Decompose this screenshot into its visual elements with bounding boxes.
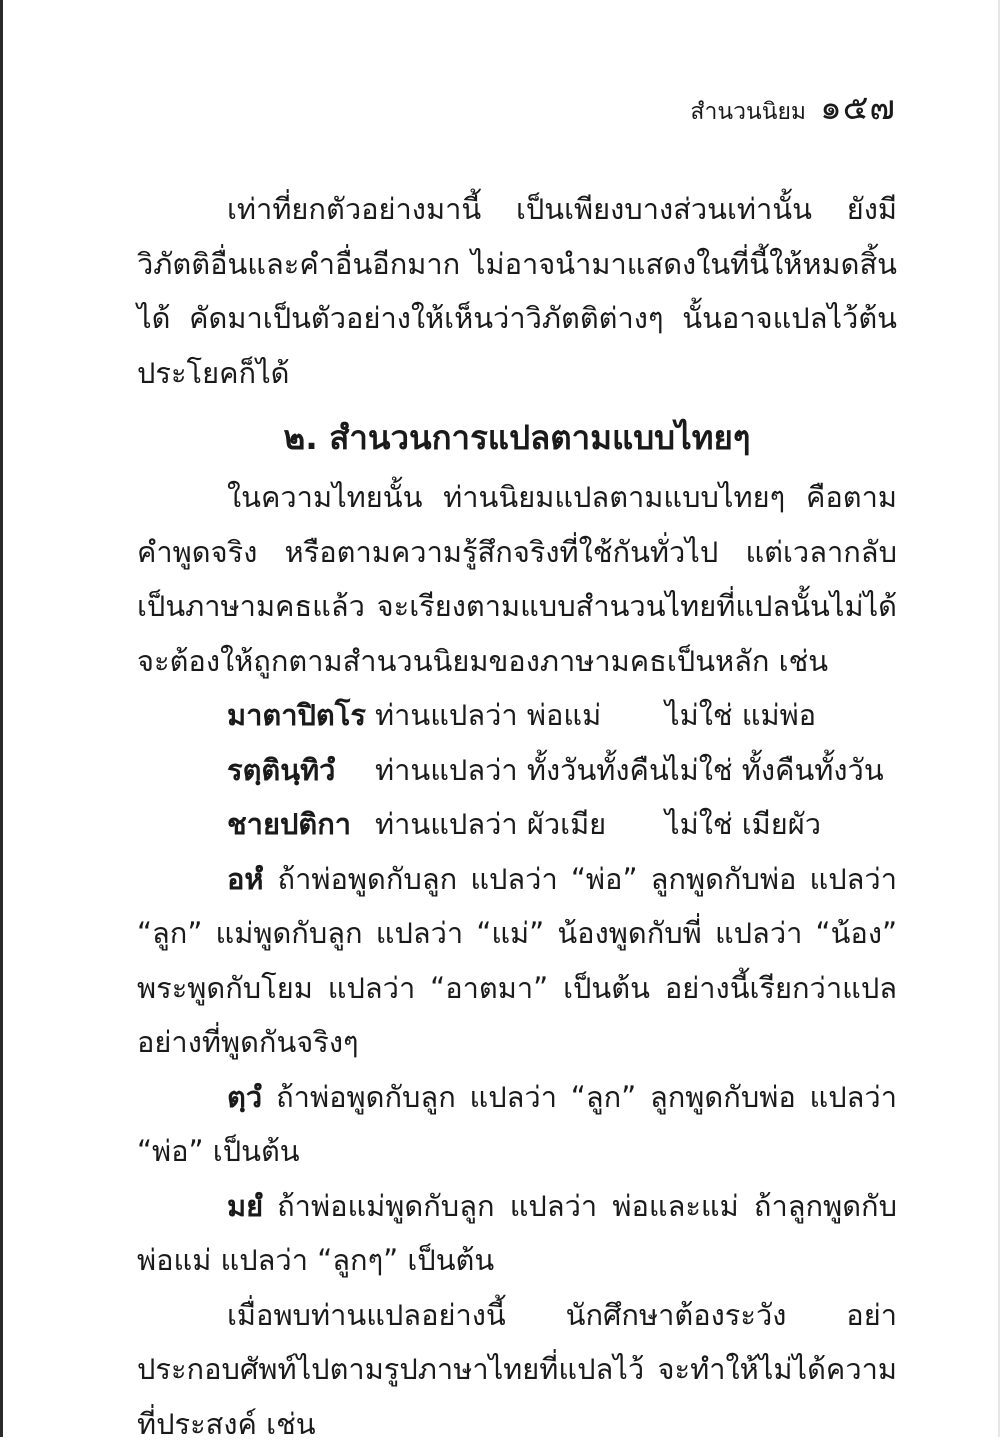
pronoun-paragraph-tvam bbox=[137, 1070, 897, 1179]
example-row bbox=[137, 688, 897, 743]
section-heading: ๒. สำนวนการแปลตามแบบไทยๆ bbox=[137, 408, 897, 468]
example-not: ไม่ใช่ แม่พ่อ bbox=[665, 688, 816, 743]
pronoun-paragraph-aham bbox=[137, 852, 897, 1070]
example-not: ไม่ใช่ เมียผัว bbox=[665, 797, 821, 852]
running-header bbox=[690, 80, 896, 134]
page-body bbox=[137, 182, 897, 1451]
pronoun-term: อหํ bbox=[227, 862, 264, 896]
example-term: มาตาปิตโร bbox=[227, 688, 375, 743]
closing-paragraph: เมื่อพบท่านแปลอย่างนี้ นักศึกษาต้องระวัง อย่าประกอบศัพท์ไปตามรูปภาษาไทยที่แปลไว้ จะทำให้ไม่ได้ความที่ประสงค์ เช่น bbox=[137, 1288, 897, 1451]
pronoun-text: ถ้าพ่อแม่พูดกับลูก แปลว่า พ่อและแม่ ถ้าลูกพูดกับพ่อแม่ แปลว่า “ลูกๆ” เป็นต้น bbox=[137, 1189, 897, 1278]
example-translation: ท่านแปลว่า ผัวเมีย bbox=[375, 797, 665, 852]
pronoun-paragraph-mayam bbox=[137, 1179, 897, 1288]
intro-paragraph: เท่าที่ยกตัวอย่างมานี้ เป็นเพียงบางส่วนเท่านั้น ยังมีวิภัตติอื่นและคำอื่นอีกมาก ไม่อาจนำมาแสดงในที่นี้ให้หมดสิ้นได้ คัดมาเป็นตัวอย่างให้เห็นว่าวิภัตติต่างๆ นั้นอาจแปลไว้ต้นประโยคก็ได้ bbox=[137, 182, 897, 400]
example-term: รตฺตินฺทิวํ bbox=[227, 743, 375, 798]
example-translation: ท่านแปลว่า ทั้งวันทั้งคืน bbox=[375, 743, 665, 798]
page-number: ๑๕๗ bbox=[820, 80, 896, 134]
pronoun-term: ตฺวํ bbox=[227, 1080, 262, 1114]
example-not: ไม่ใช่ ทั้งคืนทั้งวัน bbox=[665, 743, 884, 798]
example-row bbox=[137, 743, 897, 798]
header-title: สำนวนนิยม bbox=[690, 94, 806, 130]
examples-list bbox=[137, 688, 897, 852]
example-term: ชายปติกา bbox=[227, 797, 375, 852]
pronoun-term: มยํ bbox=[227, 1189, 263, 1223]
section-paragraph: ในความไทยนั้น ท่านนิยมแปลตามแบบไทยๆ คือตามคำพูดจริง หรือตามความรู้สึกจริงที่ใช้กันทั่วไป แต่เวลากลับเป็นภาษามคธแล้ว จะเรียงตามแบบสำนวนไทยที่แปลนั้นไม่ได้ จะต้องให้ถูกตามสำนวนนิยมของภาษามคธเป็นหลัก เช่น bbox=[137, 470, 897, 688]
pronoun-text: ถ้าพ่อพูดกับลูก แปลว่า “ลูก” ลูกพูดกับพ่อ แปลว่า “พ่อ” เป็นต้น bbox=[137, 1080, 897, 1169]
page-left-edge bbox=[0, 0, 3, 1437]
pronoun-text: ถ้าพ่อพูดกับลูก แปลว่า “พ่อ” ลูกพูดกับพ่อ แปลว่า “ลูก” แม่พูดกับลูก แปลว่า “แม่” น้องพูดกับพี่ แปลว่า “น้อง” พระพูดกับโยม แปลว่า “อาตมา” เป็นต้น อย่างนี้เรียกว่าแปลอย่างที่พูดกันจริงๆ bbox=[137, 862, 897, 1060]
example-row bbox=[137, 797, 897, 852]
example-translation: ท่านแปลว่า พ่อแม่ bbox=[375, 688, 665, 743]
